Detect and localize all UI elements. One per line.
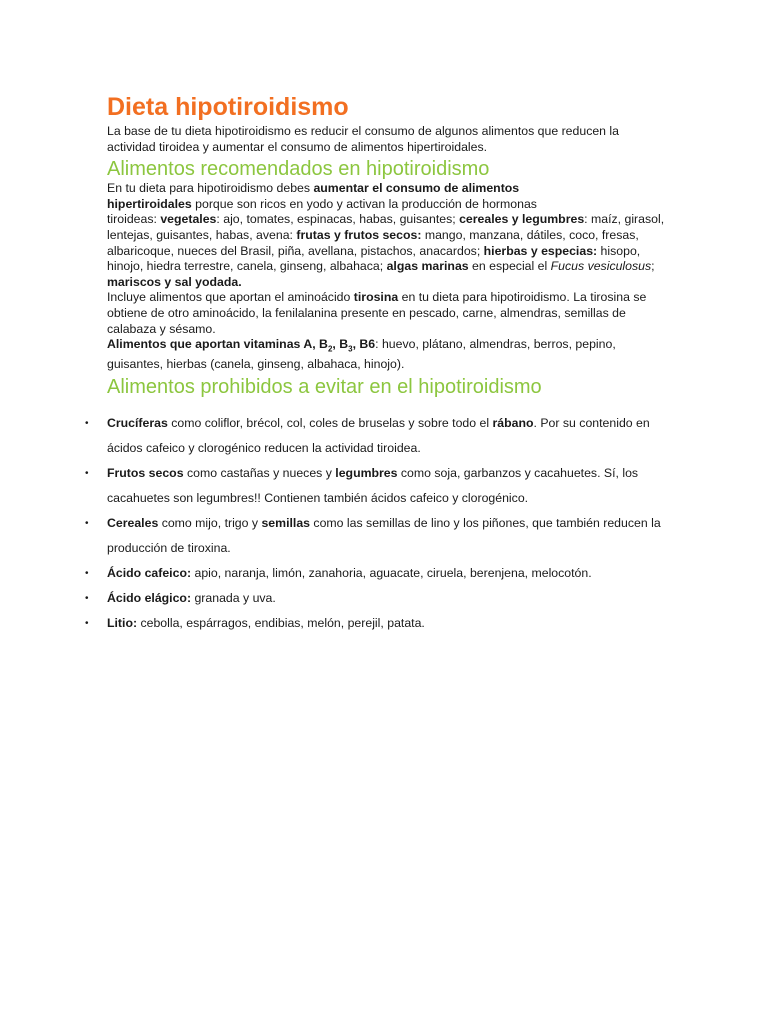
bullet-icon: • [85,617,89,629]
recommended-paragraph: En tu dieta para hipotiroidismo debes aumentar el consumo de alimentos hipertiroidales porque son ricos en yodo y activan la producción de hormonas tiroideas: vegetales: ajo, tomates, espinacas, habas, guisantes; cereales y legumbres: maíz, girasol, lentejas, guisantes, habas, avena: frutas y frutos secos: mango, manzana, dátiles, coco, fresas, albaricoque, nueces del Brasil, piña, avellana, pistachos, anacardos; hierbas y especias: hisopo, hinojo, hiedra terrestre, canela, ginseng, albahaca; algas marinas en especial el Fucus vesiculosus; mariscos y sal yodada. [107,181,665,289]
page-title: Dieta hipotiroidismo [107,93,349,121]
bullet-icon: • [85,417,89,429]
section-heading-prohibited: Alimentos prohibidos a evitar en el hipotiroidismo [107,375,542,398]
intro-paragraph: La base de tu dieta hipotiroidismo es reducir el consumo de algunos alimentos que reducen la actividad tiroidea y aumentar el consumo de alimentos hipertiroidales. [107,124,620,154]
list-item: • Cereales como mijo, trigo y semillas como las semillas de lino y los piñones, que también reducen la producción de tiroxina. [107,511,667,561]
list-item: • Frutos secos como castañas y nueces y legumbres como soja, garbanzos y cacahuetes. Sí, los cacahuetes son legumbres!! Contienen también ácidos cafeico y clorogénico. [107,461,667,511]
bullet-icon: • [85,592,89,604]
section-heading-recommended: Alimentos recomendados en hipotiroidismo [107,158,490,181]
list-item: • Ácido cafeico: apio, naranja, limón, zanahoria, aguacate, ciruela, berenjena, melocotón. [107,561,667,586]
list-item: • Crucíferas como coliflor, brécol, col, coles de bruselas y sobre todo el rábano. Por su contenido en ácidos cafeico y clorogénico reducen la actividad tiroidea. [107,411,667,461]
prohibited-list [85,411,667,636]
bullet-icon: • [85,567,89,579]
vitamins-paragraph: Alimentos que aportan vitaminas A, $B_2$, $B_3$, B6: huevo, plátano, almendras, berros, pepino, guisantes, hierbas (canela, ginseng, albahaca, hinojo). [107,337,616,372]
tirosina-paragraph: Incluye alimentos que aportan el aminoácido tirosina en tu dieta para hipotiroidismo. La tirosina se obtiene de otro aminoácido, la fenilalanina presente en pescado, carne, almendras, semillas de calabaza y sésamo. [107,290,647,336]
bullet-icon: • [85,517,89,529]
list-item: • Ácido elágico: granada y uva. [107,586,667,611]
article-content [85,92,667,636]
bullet-icon: • [85,467,89,479]
list-item: • Litio: cebolla, espárragos, endibias, melón, perejil, patata. [107,611,667,636]
